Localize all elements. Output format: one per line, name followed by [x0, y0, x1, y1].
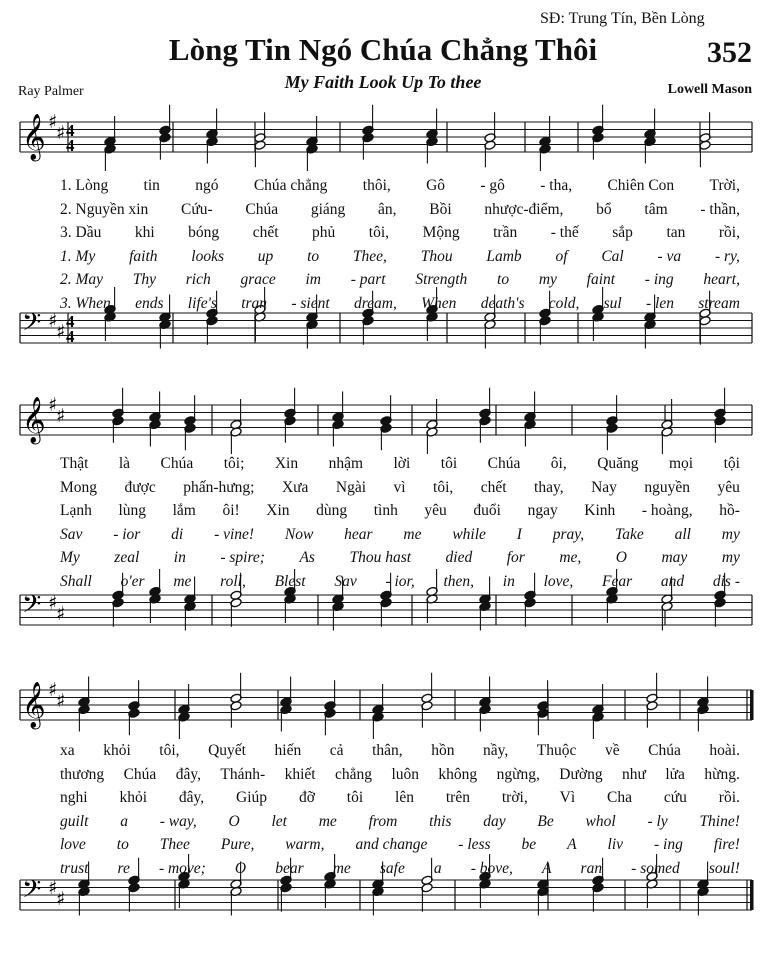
lyric-syllable: ôi,	[550, 455, 567, 472]
lyric-syllable: Mong	[60, 478, 98, 496]
lyric-syllable: nầy,	[482, 742, 509, 759]
lyric-syllable: love	[60, 836, 86, 853]
lyric-syllable: A	[541, 859, 552, 877]
lyric-syllable: là	[118, 455, 131, 472]
bass-clef-icon: 𝄢	[22, 308, 42, 343]
lyric-syllable: - len	[646, 294, 674, 312]
lyric-syllable: Xin	[266, 502, 290, 519]
lyric-syllable: - move;	[158, 859, 206, 877]
lyric-syllable: ngừng,	[496, 765, 540, 783]
lyric-syllable: to	[116, 836, 129, 853]
lyric-syllable: from	[368, 812, 398, 830]
lyric-syllable: luôn	[391, 765, 419, 783]
sharp-icon: ♯	[48, 310, 58, 332]
lyric-syllable: phấn-hưng;	[183, 478, 255, 496]
lyric-syllable: liv	[607, 836, 624, 853]
sharp-icon: ♯	[56, 122, 66, 144]
time-signature-top: 4	[66, 121, 75, 140]
lyric-syllable: ngay	[527, 502, 558, 519]
lyric-syllable: bổ	[596, 200, 612, 218]
lyric-syllable: sul	[603, 294, 622, 312]
lyric-syllable: Dường	[559, 765, 603, 783]
lyric-syllable: - sient	[291, 294, 330, 312]
lyric-syllable: - spire;	[220, 549, 265, 566]
lyric-syllable: nhậm	[328, 455, 364, 472]
bass-clef-icon: 𝄢	[22, 590, 42, 625]
lyric-syllable: my	[721, 525, 740, 543]
lyric-syllable: rồi,	[718, 224, 740, 241]
lyric-syllable: được	[124, 478, 156, 496]
lyric-syllable: vì	[393, 478, 406, 496]
lyric-syllable: 3. When	[60, 294, 111, 312]
lyric-syllable: Thou hast	[349, 549, 412, 566]
lyric-syllable: - ior,	[385, 572, 415, 590]
lyric-syllable: Quyết	[208, 742, 246, 759]
lyric-syllable: - hoàng,	[641, 502, 693, 519]
lyric-syllable: O	[234, 859, 247, 877]
lyric-syllable: chẳng	[335, 765, 373, 783]
lyric-syllable: Vì	[559, 789, 576, 806]
lyric-syllable: Trời,	[709, 177, 740, 194]
lyric-syllable: roll,	[220, 572, 246, 590]
lyric-syllable: chết	[252, 224, 279, 241]
lyric-syllable: Shall	[60, 572, 92, 590]
lyric-syllable: tội	[723, 455, 740, 472]
lyric-syllable: - gô	[480, 177, 505, 194]
lyric-syllable: tan	[666, 224, 686, 241]
lyric-syllable: lời	[393, 455, 411, 472]
lyric-syllable: let	[271, 812, 287, 830]
lyric-syllable: a	[433, 859, 442, 877]
lyric-syllable: bear	[275, 859, 304, 877]
lyric-syllable: Chúa	[487, 455, 521, 472]
lyric-syllable: đây,	[175, 765, 201, 783]
lyric-syllable: không	[438, 765, 478, 783]
lyric-syllable: day	[483, 812, 506, 830]
lyric-syllable: hừng.	[704, 765, 740, 783]
lyric-syllable: Sav	[60, 525, 83, 543]
lyric-syllable: thay,	[534, 478, 564, 496]
hymn-number: 352	[707, 36, 752, 69]
lyric-syllable: đuổi	[473, 502, 501, 519]
lyric-syllable: - ing	[644, 271, 674, 288]
lyric-line	[60, 295, 740, 315]
lyric-syllable: khi	[134, 224, 155, 241]
lyric-syllable: Quăng	[597, 455, 639, 472]
lyric-syllable: tâm	[644, 200, 668, 218]
time-signature-bottom: 4	[66, 136, 75, 155]
lyric-syllable: Xin	[274, 455, 299, 472]
lyric-syllable: rich	[185, 271, 211, 288]
lyric-syllable: chết	[480, 478, 507, 496]
lyric-syllable: guilt	[60, 812, 89, 830]
lyric-syllable: phủ	[312, 224, 336, 241]
lyric-syllable: Ngài	[335, 478, 367, 496]
lyric-syllable: zeal	[114, 549, 140, 566]
lyric-syllable: tôi;	[223, 455, 245, 472]
lyric-syllable: faint	[586, 271, 616, 288]
lyric-syllable: tin	[143, 177, 160, 194]
lyric-syllable: then,	[443, 572, 475, 590]
lyric-syllable: nguyền	[644, 478, 691, 496]
lyric-syllable: di	[171, 525, 184, 543]
lyric-syllable: dis -	[712, 572, 740, 590]
lyric-syllable: Cha	[607, 789, 632, 806]
lyric-syllable: Chúa	[648, 742, 681, 759]
lyric-syllable: Be	[537, 812, 554, 830]
lyric-syllable: tôi,	[368, 224, 390, 241]
sharp-icon: ♯	[48, 394, 58, 416]
lyric-syllable: Thee,	[352, 247, 387, 265]
sharp-icon: ♯	[48, 592, 58, 614]
final-barline-thick	[750, 690, 754, 720]
lyric-syllable: heart,	[703, 271, 740, 288]
lyric-syllable: ends	[135, 294, 164, 312]
lyric-syllable: 2. May	[60, 271, 104, 288]
lyric-syllable: Chúa	[160, 455, 194, 472]
lyric-line	[60, 224, 740, 244]
lyric-syllable: Gô	[426, 177, 446, 194]
lyric-syllable: - tha,	[540, 177, 573, 194]
lyric-syllable: dream,	[353, 294, 397, 312]
sharp-icon: ♯	[48, 679, 58, 701]
lyric-syllable: Thy	[132, 271, 157, 288]
lyric-syllable: faith	[129, 247, 158, 265]
lyric-syllable: o'er	[120, 572, 145, 590]
sharp-icon: ♯	[56, 888, 66, 910]
lyric-syllable: Sav	[334, 572, 357, 590]
lyric-line	[60, 836, 740, 856]
lyric-syllable: Now	[284, 525, 314, 543]
lyric-syllable: tôi	[346, 789, 364, 806]
lyric-syllable: safe	[379, 859, 405, 877]
lyric-syllable: ôi!	[222, 502, 240, 519]
lyric-line	[60, 789, 740, 809]
lyric-syllable: thôi,	[362, 177, 391, 194]
lyric-syllable: thương	[60, 765, 105, 783]
lyric-syllable: re	[117, 859, 130, 877]
lyric-syllable: khỏi	[103, 742, 131, 759]
lyric-syllable: hoài.	[709, 742, 740, 759]
lyric-syllable: im	[305, 271, 321, 288]
lyric-syllable: this	[429, 812, 452, 830]
lyric-syllable: Thật	[60, 455, 89, 472]
lyric-syllable: nghi	[60, 789, 88, 806]
lyric-syllable: - ry,	[714, 247, 740, 265]
lyric-syllable: pray,	[552, 525, 585, 543]
lyric-line	[60, 526, 740, 546]
lyric-syllable: dùng	[316, 502, 348, 519]
lyric-syllable: nhược-điểm,	[484, 200, 564, 218]
lyric-syllable: and	[660, 572, 685, 590]
lyric-line	[60, 742, 740, 762]
lyric-syllable: ân,	[378, 200, 397, 218]
lyric-syllable: me	[318, 812, 337, 830]
lyric-syllable: tôi	[440, 455, 458, 472]
lyric-syllable: all	[674, 525, 691, 543]
lyric-syllable: - thế	[550, 224, 579, 241]
lyric-syllable: 3. Dầu	[60, 224, 102, 241]
lyric-syllable: me	[173, 572, 192, 590]
lyric-syllable: to	[497, 271, 510, 288]
lyric-syllable: hồ-	[719, 502, 740, 519]
lyric-syllable: trời,	[501, 789, 528, 806]
lyric-line	[60, 860, 740, 880]
treble-clef-icon: 𝄞	[22, 397, 46, 443]
lyric-syllable: cold,	[548, 294, 580, 312]
lyric-syllable: life's	[187, 294, 217, 312]
lyric-syllable: soul!	[708, 859, 740, 877]
final-barline-thick	[750, 880, 754, 910]
lyric-syllable: Chiên Con	[607, 177, 675, 194]
lyric-syllable: yêu	[717, 478, 740, 496]
lyric-syllable: Blest	[274, 572, 306, 590]
lyric-syllable: đỡ	[298, 789, 315, 806]
lyric-syllable: - ly	[647, 812, 668, 830]
bass-clef-icon: 𝄢	[22, 875, 42, 910]
lyric-syllable: O	[615, 549, 627, 566]
lyric-syllable: my	[538, 271, 557, 288]
lyric-line	[60, 201, 740, 221]
lyric-syllable: warm,	[285, 836, 325, 853]
lyric-syllable: I	[516, 525, 522, 543]
lyric-syllable: lửa	[665, 765, 685, 783]
lyric-syllable: đây,	[178, 789, 205, 806]
lyric-syllable: cả	[329, 742, 344, 759]
lyric-syllable: - somed	[631, 859, 680, 877]
lyric-syllable: of	[555, 247, 568, 265]
lyric-syllable: - va	[657, 247, 682, 265]
lyric-syllable: me	[332, 859, 351, 877]
lyric-syllable: mọi	[669, 455, 694, 472]
lyric-syllable: Chúa chẳng	[253, 177, 328, 194]
lyric-syllable: death's	[480, 294, 525, 312]
sharp-icon: ♯	[56, 321, 66, 343]
lyric-syllable: 2. Nguyền xin	[60, 200, 149, 218]
lyric-syllable: - thần,	[700, 200, 740, 218]
lyric-syllable: Pure,	[220, 836, 255, 853]
lyric-syllable: Mộng	[422, 224, 460, 241]
lyric-syllable: tôi,	[159, 742, 180, 759]
time-signature-top: 4	[66, 312, 75, 331]
lyric-syllable: khỏi	[119, 789, 148, 806]
lyric-syllable: stream	[698, 294, 740, 312]
lyric-syllable: lên	[395, 789, 414, 806]
lyric-syllable: thân,	[372, 742, 403, 759]
lyric-syllable: tôi,	[433, 478, 454, 496]
lyric-syllable: hear	[344, 525, 373, 543]
lyric-syllable: tình	[373, 502, 398, 519]
lyric-syllable: 1. Lòng	[60, 177, 109, 194]
lyric-syllable: 1. My	[60, 247, 96, 265]
treble-clef-icon: 𝄞	[22, 682, 46, 728]
lyric-syllable: - vine!	[214, 525, 255, 543]
lyric-syllable: O	[228, 812, 240, 830]
lyric-syllable: Xưa	[281, 478, 309, 496]
lyric-syllable: Cứu-	[181, 200, 213, 218]
sharp-icon: ♯	[48, 111, 58, 133]
lyric-syllable: Strength	[415, 271, 468, 288]
lyric-syllable: sắp	[612, 224, 633, 241]
lyric-syllable: xa	[60, 742, 75, 759]
lyric-line	[60, 573, 740, 593]
lyric-syllable: and change	[355, 836, 428, 853]
lyric-line	[60, 271, 740, 291]
sharp-icon: ♯	[56, 405, 66, 427]
lyric-syllable: while	[452, 525, 486, 543]
lyric-syllable: be	[521, 836, 537, 853]
lyric-line	[60, 455, 740, 475]
lyric-syllable: Thuộc	[536, 742, 577, 759]
lyric-syllable: died	[445, 549, 473, 566]
lyric-syllable: lùng	[118, 502, 147, 519]
lyric-syllable: my	[721, 549, 740, 566]
lyric-line	[60, 502, 740, 522]
time-signature-bottom: 4	[66, 327, 75, 346]
lyric-syllable: in	[502, 572, 515, 590]
lyric-syllable: in	[173, 549, 186, 566]
lyric-syllable: Cal	[601, 247, 624, 265]
lyric-syllable: hồn	[431, 742, 455, 759]
lyric-syllable: me,	[559, 549, 582, 566]
lyric-syllable: tran	[241, 294, 268, 312]
lyric-syllable: yêu	[424, 502, 447, 519]
lyric-syllable: grace	[240, 271, 276, 288]
lyric-syllable: trên	[445, 789, 470, 806]
lyric-syllable: looks	[191, 247, 224, 265]
sharp-icon: ♯	[56, 603, 66, 625]
lyric-syllable: Kinh	[584, 502, 616, 519]
lyric-syllable: Thee	[159, 836, 190, 853]
lyric-syllable: Nay	[591, 478, 617, 496]
lyric-syllable: - ior	[113, 525, 141, 543]
lyric-line	[60, 813, 740, 833]
lyric-syllable: me	[403, 525, 422, 543]
lyric-syllable: rồi.	[718, 789, 740, 806]
lyric-syllable: hiến	[274, 742, 302, 759]
lyric-line	[60, 549, 740, 569]
lyric-syllable: Chúa	[123, 765, 157, 783]
lyric-syllable: whol	[585, 812, 616, 830]
lyric-syllable: Lamb	[486, 247, 522, 265]
sharp-icon: ♯	[56, 690, 66, 712]
lyric-syllable: như	[622, 765, 646, 783]
lyric-line	[60, 479, 740, 499]
lyric-syllable: trust	[60, 859, 89, 877]
lyric-syllable: Chúa	[245, 200, 279, 218]
hymn-title: Lòng Tin Ngó Chúa Chẳng Thôi	[168, 32, 598, 67]
lyric-syllable: - ing	[654, 836, 683, 853]
lyric-syllable: Thánh-	[220, 765, 266, 783]
lyric-syllable: ngó	[195, 177, 219, 194]
lyric-syllable: When	[421, 294, 457, 312]
lyric-syllable: fire!	[713, 836, 740, 853]
lyric-syllable: Take	[615, 525, 644, 543]
lyric-syllable: love,	[543, 572, 574, 590]
lyric-syllable: Thou	[420, 247, 453, 265]
lyric-syllable: Lạnh	[60, 502, 92, 519]
lyric-syllable: As	[299, 549, 315, 566]
lyric-syllable: Thine!	[699, 812, 740, 830]
lyric-syllable: bóng	[188, 224, 220, 241]
lyric-syllable: My	[60, 549, 80, 566]
lyric-syllable: Bồi	[429, 200, 452, 218]
lyricist: Ray Palmer	[18, 84, 84, 99]
lyric-syllable: ran	[580, 859, 603, 877]
lyric-syllable: lắm	[172, 502, 196, 519]
lyric-syllable: A	[567, 836, 577, 853]
lyric-syllable: may	[661, 549, 688, 566]
sharp-icon: ♯	[48, 877, 58, 899]
lyric-syllable: giáng	[310, 200, 346, 218]
lyric-syllable: - way,	[159, 812, 197, 830]
lyric-syllable: trần	[493, 224, 518, 241]
lyric-syllable: cứu	[663, 789, 687, 806]
treble-clef-icon: 𝄞	[22, 114, 46, 160]
lyric-line	[60, 177, 740, 197]
lyric-syllable: - less	[458, 836, 491, 853]
lyric-syllable: - bove,	[470, 859, 513, 877]
lyric-syllable: Fear	[602, 572, 633, 590]
lyric-line	[60, 248, 740, 268]
lyric-syllable: for	[506, 549, 525, 566]
lyric-syllable: a	[120, 812, 128, 830]
lyric-syllable: khiết	[284, 765, 316, 783]
arranger-credit: SĐ: Trung Tín, Bền Lòng	[540, 10, 705, 27]
lyric-syllable: up	[257, 247, 274, 265]
lyric-line	[60, 766, 740, 786]
lyric-syllable: Giúp	[236, 789, 268, 806]
composer: Lowell Mason	[667, 82, 752, 97]
hymn-subtitle: My Faith Look Up To thee	[284, 72, 482, 92]
lyric-syllable: to	[307, 247, 320, 265]
lyric-syllable: về	[604, 742, 620, 759]
lyric-syllable: - part	[350, 271, 386, 288]
